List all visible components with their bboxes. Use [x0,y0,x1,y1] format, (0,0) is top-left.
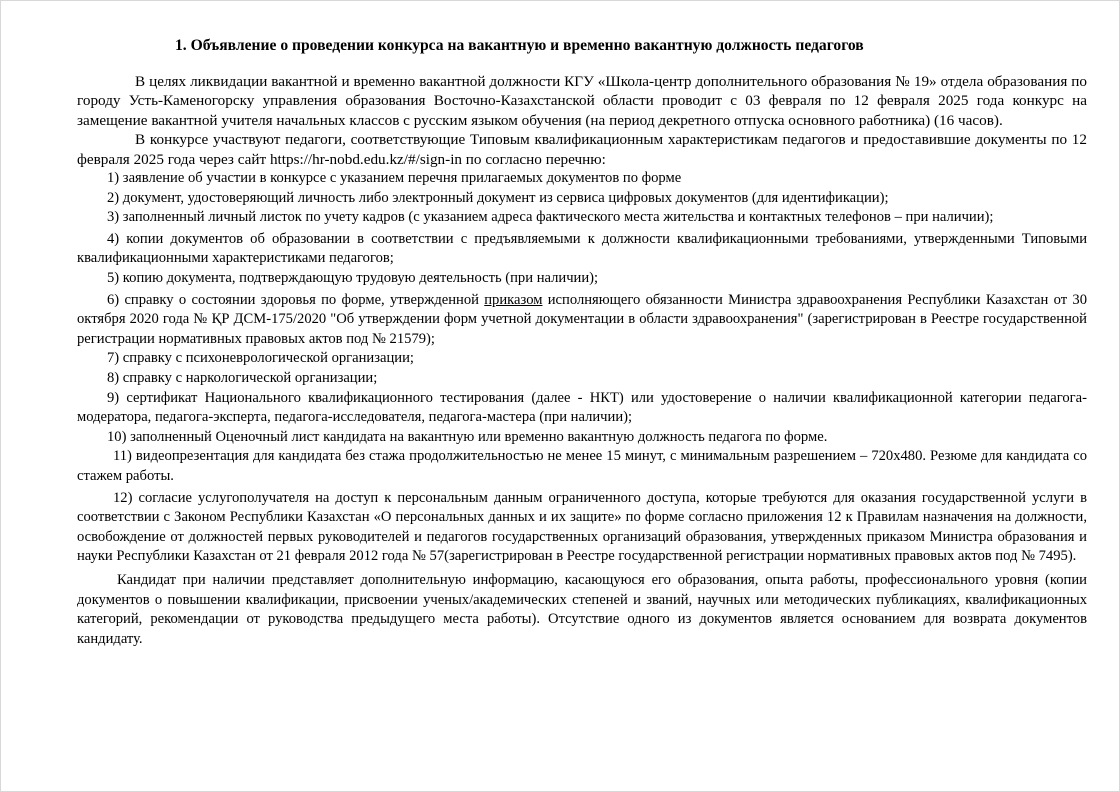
list-item-2: 2) документ, удостоверяющий личность либо электронный документ из сервиса цифровых документов (для идентификации); [107,189,889,206]
list-item-4: 4) копии документов об образовании в соответствии с предъявляемыми к должности квалификационными требованиями, утвержденными Типовыми квалификационными характеристиками педагогов; [77,230,1087,267]
list-item-10: 10) заполненный Оценочный лист кандидата на вакантную или временно вакантную должность педагога по форме. [107,428,828,445]
list-item-7: 7) справку с психоневрологической организации; [107,350,414,367]
order-link[interactable]: приказом [484,291,543,308]
list-item-1: 1) заявление об участии в конкурсе с указанием перечня прилагаемых документов по форме [107,170,682,187]
closing-paragraph: Кандидат при наличии представляет дополнительную информацию, касающуюся его образования, опыта работы, профессионального уровня (копии документов о повышении квалификации, присвоении ученых/академических степеней и званий, научных или методических публикациях, квалификационных категорий, рекомендации от руководства предыдущего места работы). Отсутствие одного из документов является основанием для возврата документов кандидату. [77,571,1087,647]
list-item-3: 3) заполненный личный листок по учету кадров (с указанием адреса фактического места жительства и контактных телефонов – при наличии); [107,209,994,226]
participants-paragraph: В конкурсе участвуют педагоги, соответствующие Типовым квалификационным характеристикам педагогов и предоставившие документы по 12 февраля 2025 года через сайт https://hr-nobd.edu.kz/#/sign-in по согласно перечню: [77,131,1087,168]
list-item-11: 11) видеопрезентация для кандидата без стажа продолжительностью не менее 15 минут, с минимальным разрешением – 720x480. Резюме для кандидата со стажем работы. [77,448,1087,484]
announcement-title: 1. Объявление о проведении конкурса на вакантную и временно вакантную должность педагогов [175,37,864,54]
document-content [77,36,1087,649]
list-item-6 [77,291,1087,350]
list-item-12: 12) согласие услугополучателя на доступ к персональным данным ограниченного доступа, которые требуются для оказания государственной услуги в соответствии с Законом Республики Казахстан «О персональных данных и их защите» по форме согласно приложения 12 к Правилам назначения на должности, освобождение от должностей первых руководителей и педагогов государственных организаций образования, утвержденных приказом Министра образования и науки Республики Казахстан от 21 февраля 2012 года № 57(зарегистрирован в Реестре государственной регистрации нормативных правовых актов под № 7495). [77,489,1087,565]
list-item-6-text-end: исполняющего обязанности Министра здравоохранения Республики Казахстан от 30 октября 2020 года № ҚР ДСМ-175/2020 "Об утверждении форм учетной документации в области здравоохранения" (зарегистрирован в Реестре государственной регистрации нормативных правовых актов под № 21579); [77,291,1087,347]
list-item-9: 9) сертификат Национального квалификационного тестирования (далее - НКТ) или удостоверение о наличии квалификационной категории педагога-модератора, педагога-эксперта, педагога-исследователя, педагога-мастера (при наличии); [77,389,1087,426]
intro-paragraph: В целях ликвидации вакантной и временно вакантной должности КГУ «Школа-центр дополнительного образования № 19» отдела образования по городу Усть-Каменогорску управления образования Восточно-Казахстанской области проводит с 03 февраля по 12 февраля 2025 года конкурс на замещение вакантной учителя начальных классов с русским языком обучения (на период декретного отпуска основного работника) (16 часов). [77,73,1087,129]
list-item-8: 8) справку с наркологической организации; [107,369,378,386]
list-item-5: 5) копию документа, подтверждающую трудовую деятельность (при наличии); [107,270,599,286]
list-item-6-text-start: 6) справку о состоянии здоровья по форме, утвержденной [107,291,485,308]
